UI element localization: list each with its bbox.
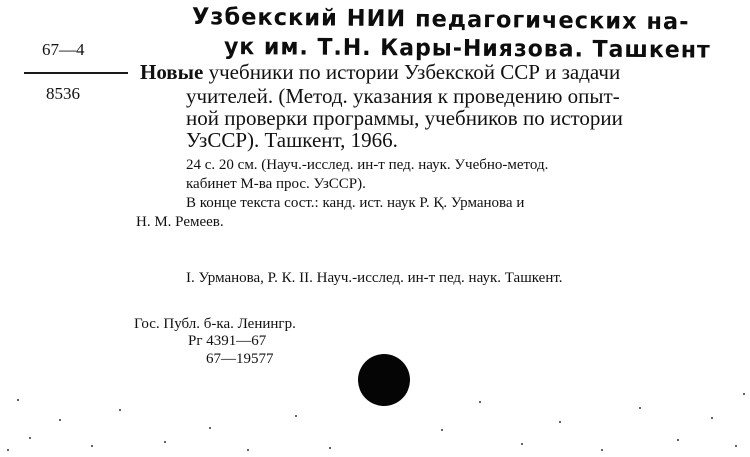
library-name: Гос. Публ. б-ка. Ленингр.	[134, 316, 296, 332]
description-line-2: кабинет М-ва прос. УзССР).	[186, 176, 366, 192]
title-line-3: ной проверки программы, учебников по истории	[186, 106, 623, 130]
title-line-2: учителей. (Метод. указания к проведению опыт-	[186, 84, 620, 108]
description-line-1: 24 с. 20 см. (Науч.-исслед. ин-т пед. наук. Учебно-метод.	[186, 157, 549, 173]
call-number-divider	[24, 72, 128, 74]
library-code-1: Рг 4391—67	[188, 333, 267, 349]
handwritten-heading-line1: Узбекский НИИ педагогических на-	[191, 4, 690, 36]
tracings-line: I. Урманова, Р. К. II. Науч.-исслед. ин-т пед. наук. Ташкент.	[186, 270, 563, 286]
call-number-bottom: 8536	[46, 84, 80, 103]
title-rest: учебники по истории Узбекской ССР и задачи	[203, 60, 621, 84]
library-code-2: 67—19577	[206, 351, 274, 367]
scan-noise	[0, 380, 750, 457]
note-line-1: В конце текста сост.: канд. ист. наук Р. Қ. Урманова и	[186, 195, 525, 211]
handwritten-heading-line2: ук им. Т.Н. Кары-Ниязова. Ташкент	[223, 34, 711, 64]
title-line-1	[140, 62, 620, 83]
title-line-4: УзССР). Ташкент, 1966.	[186, 128, 398, 152]
title-lead-word: Новые	[140, 60, 204, 84]
note-line-2: Н. М. Ремеев.	[136, 214, 224, 230]
call-number-top: 67—4	[42, 40, 85, 59]
